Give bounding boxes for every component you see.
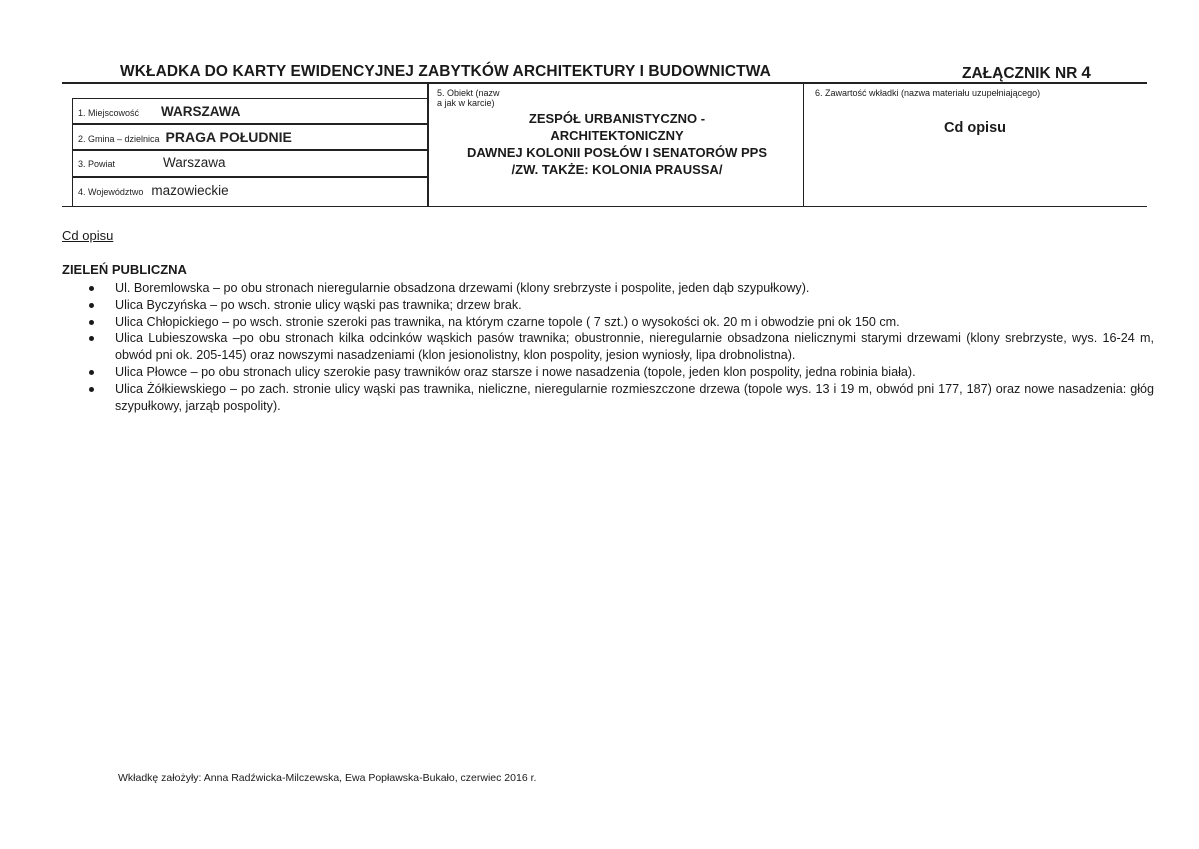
field-obiekt-label-line1: 5. Obiekt (nazw	[437, 88, 500, 98]
field-gmina	[78, 129, 292, 145]
left-box-top-rule	[72, 98, 428, 99]
field-miejscowosc-value: WARSZAWA	[161, 104, 241, 119]
obiekt-name-line: ZESPÓŁ URBANISTYCZNO -	[528, 111, 706, 126]
annex-number: 4	[1081, 63, 1091, 82]
field-gmina-label: 2. Gmina – dzielnica	[78, 134, 160, 144]
header-rule	[62, 82, 1147, 84]
field-obiekt-label	[437, 88, 500, 108]
list-item: Ulica Byczyńska – po wsch. stronie ulicy wąski pas trawnika; drzew brak.	[62, 297, 1154, 314]
annex-label	[962, 63, 1091, 83]
obiekt-name-line: /ZW. TAKŻE: KOLONIA PRAUSSA/	[511, 162, 723, 177]
authors-footer: Wkładkę założyły: Anna Radźwicka-Milczewska, Ewa Popławska-Bukało, czerwiec 2016 r.	[118, 772, 537, 784]
list-item: Ulica Żółkiewskiego – po zach. stronie ulicy wąski pas trawnika, nieliczne, nieregularnie rozmieszczone drzewa (topole wys. 13 i 19 m, obwód pni 177, 187) oraz nowe nasadzenia: głóg szypułkowy, jarząb pospolity).	[62, 381, 1154, 415]
obiekt-name-line: DAWNEJ KOLONII POSŁÓW I SENATORÓW PPS	[467, 145, 767, 160]
street-list	[62, 280, 1154, 414]
continuation-link[interactable]: Cd opisu	[62, 228, 114, 243]
left-box-left-rule	[72, 98, 73, 206]
row-divider-1	[72, 123, 428, 125]
field-wojewodztwo	[78, 183, 229, 198]
field-gmina-value: PRAGA POŁUDNIE	[165, 129, 292, 145]
field-powiat	[78, 155, 226, 170]
list-item: Ulica Płowce – po obu stronach ulicy szerokie pasy trawników oraz starsze i nowe nasadzenia (topole, jeden klon pospolity, jedna robinia biała).	[62, 364, 1154, 381]
document-title: WKŁADKA DO KARTY EWIDENCYJNEJ ZABYTKÓW ARCHITEKTURY I BUDOWNICTWA	[120, 63, 771, 80]
field-zawartosc-value: Cd opisu	[943, 120, 1007, 136]
table-bottom-rule	[62, 206, 1147, 207]
obiekt-name-line: ARCHITEKTONICZNY	[550, 128, 684, 143]
annex-label-text: ZAŁĄCZNIK NR	[962, 65, 1078, 82]
row-divider-3	[72, 176, 428, 178]
field-obiekt-label-line2: a jak w karcie)	[437, 98, 495, 108]
list-item: Ulica Lubieszowska –po obu stronach kilka odcinków wąskich pasów trawnika; obustronnie, nieregularnie obsadzona nielicznymi starymi drzewami (klony srebrzyste, wys. 16-24 m, obwód pni ok. 205-145) oraz nowszymi nasadzeniami (klon jesionolistny, klon pospolity, jesion wyniosły, lipa drobnolistna).	[62, 330, 1154, 364]
field-miejscowosc-label: 1. Miejscowość	[78, 108, 140, 118]
field-wojewodztwo-value: mazowieckie	[151, 183, 229, 198]
field-powiat-label: 3. Powiat	[78, 159, 116, 169]
field-powiat-value: Warszawa	[163, 155, 226, 170]
list-item: Ul. Boremlowska – po obu stronach nieregularnie obsadzona drzewami (klony srebrzyste i pospolite, jeden dąb szypułkowy).	[62, 280, 1154, 297]
row-divider-2	[72, 149, 428, 151]
section-title: ZIELEŃ PUBLICZNA	[62, 262, 187, 277]
field-obiekt-value	[427, 110, 807, 178]
field-wojewodztwo-label: 4. Województwo	[78, 187, 144, 197]
field-miejscowosc	[78, 104, 241, 119]
field-zawartosc-label: 6. Zawartość wkładki (nazwa materiału uzupełniającego)	[815, 88, 1041, 98]
list-item: Ulica Chłopickiego – po wsch. stronie szeroki pas trawnika, na którym czarne topole ( 7 szt.) o wysokości ok. 20 m i obwodzie pni ok 150 cm.	[62, 314, 1154, 331]
